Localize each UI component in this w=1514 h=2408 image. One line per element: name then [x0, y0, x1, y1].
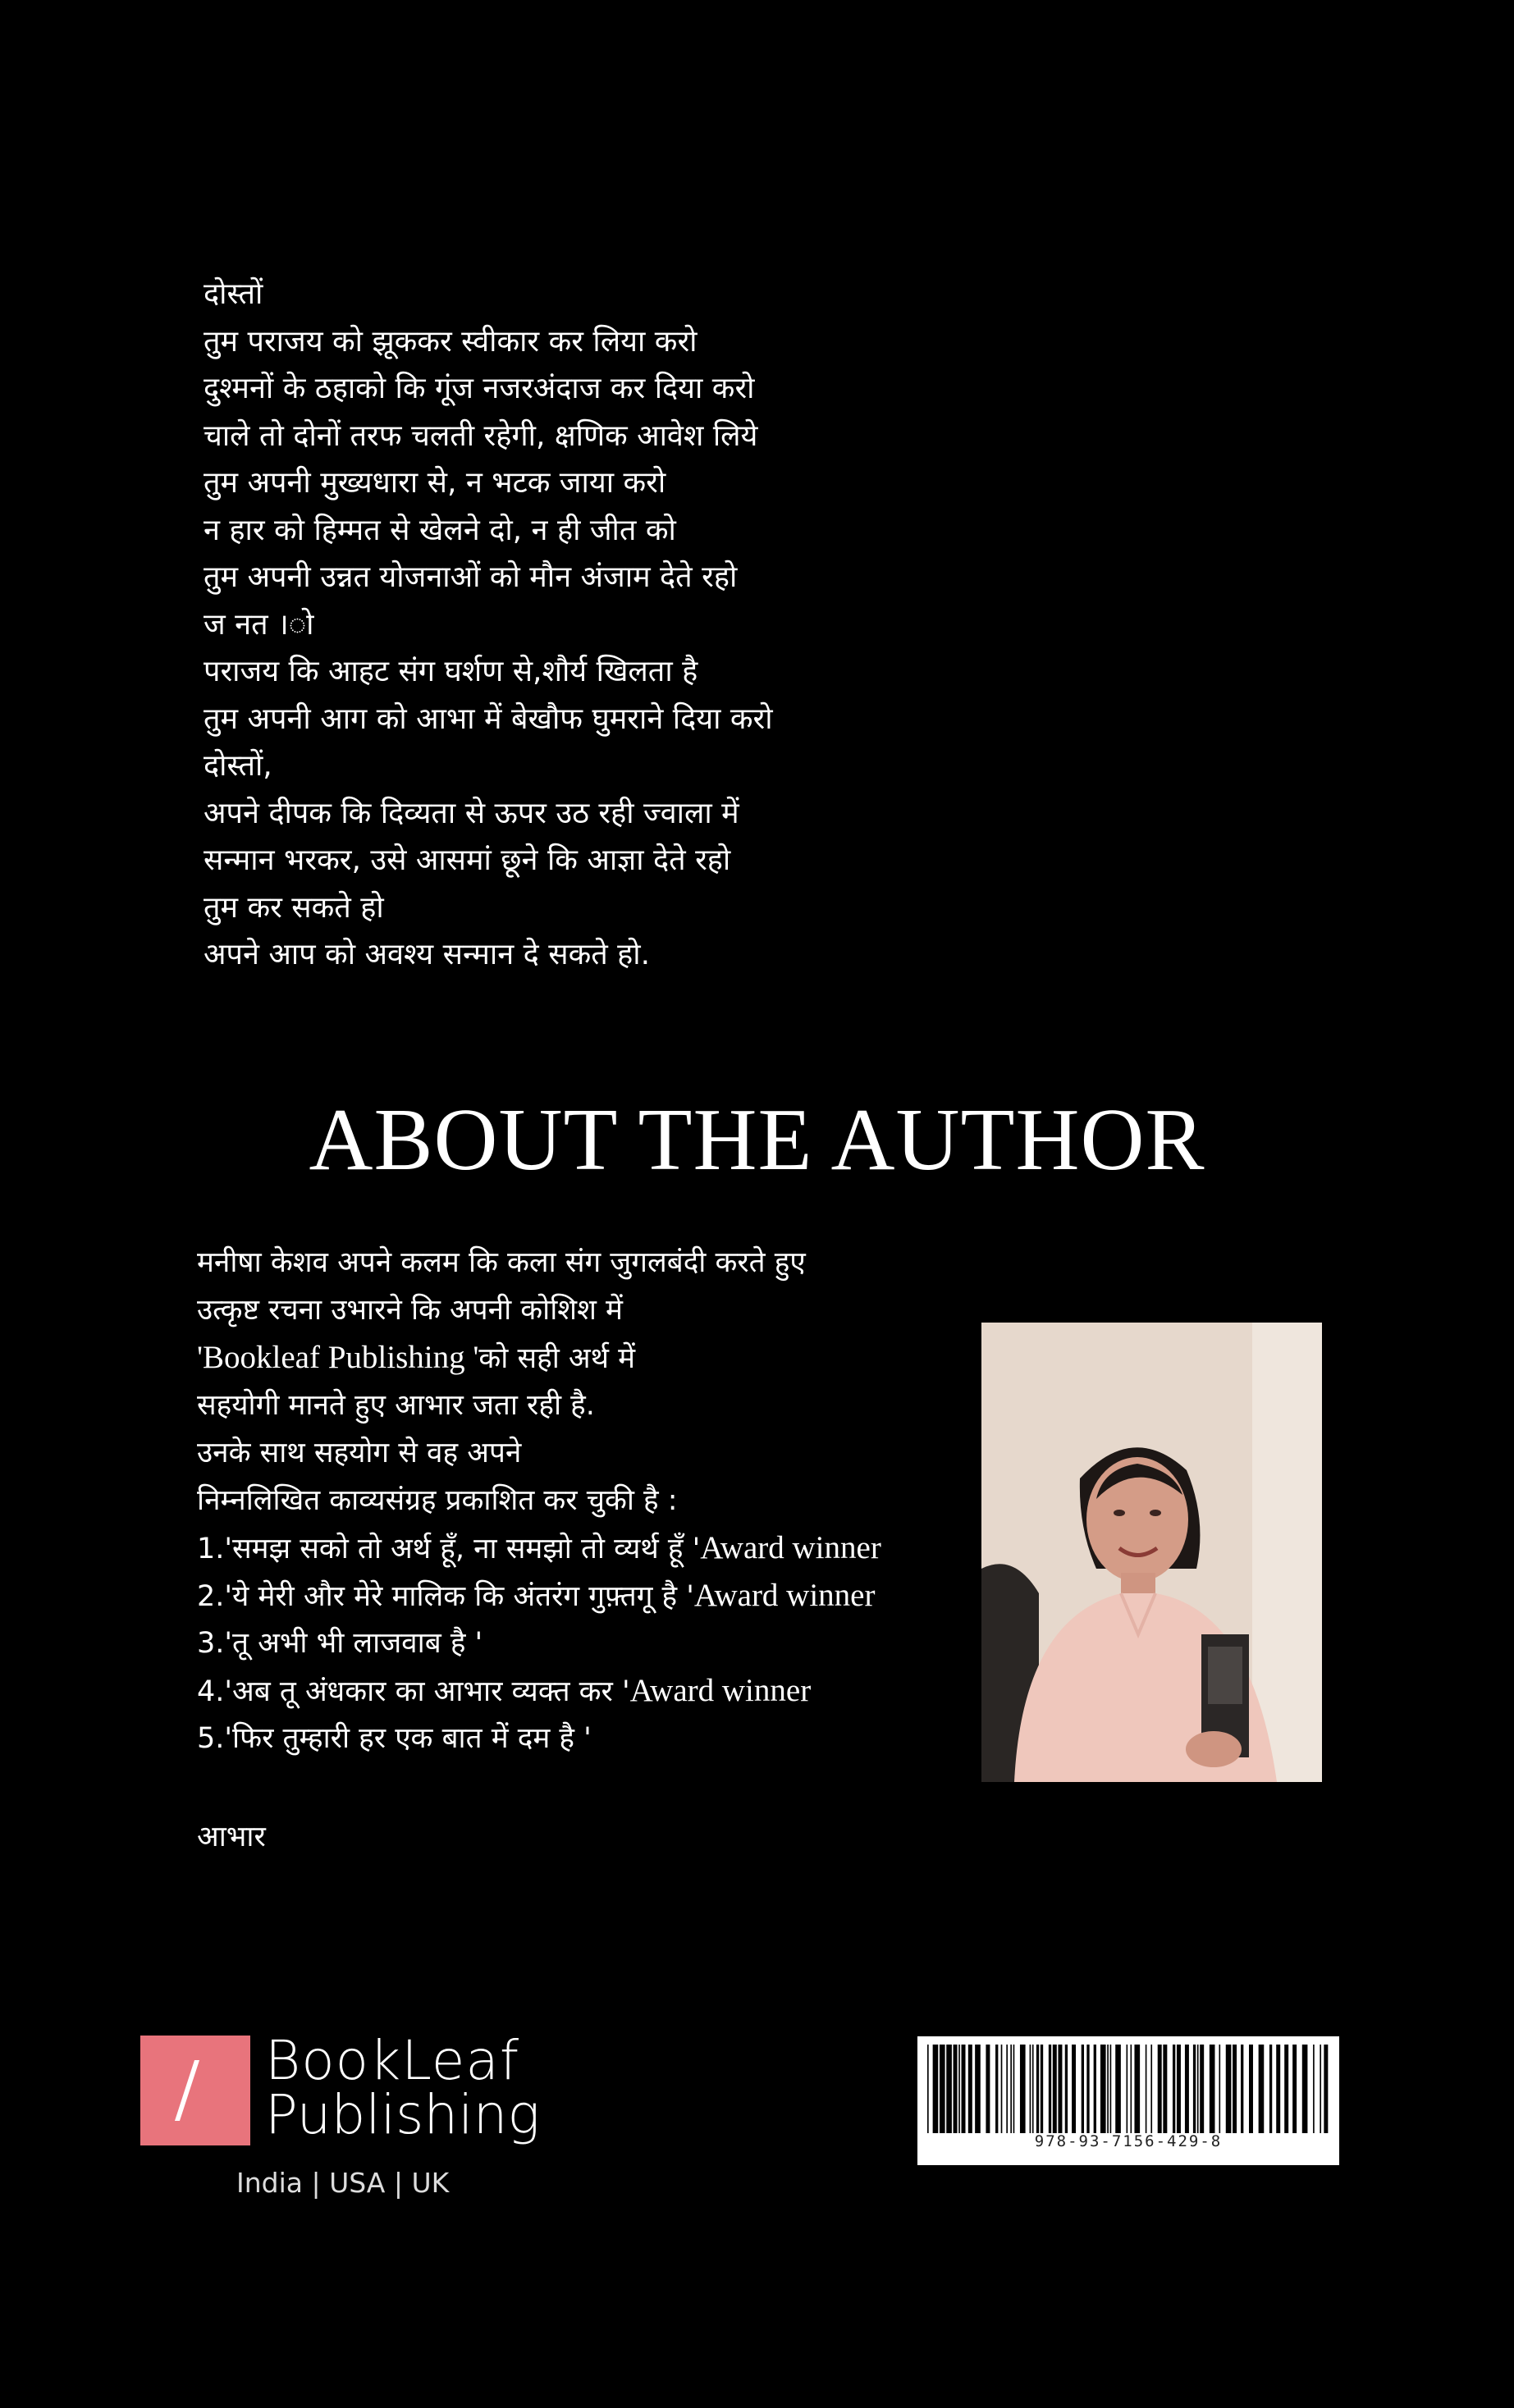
bio-line [197, 1620, 935, 1667]
bio-line-text: निम्नलिखित काव्यसंग्रह प्रकाशित कर चुकी है : [197, 1484, 678, 1517]
poem-line: तुम कर सकते हो [204, 890, 384, 925]
barcode-bar [1053, 2045, 1057, 2133]
barcode-bar [933, 2045, 939, 2133]
barcode-bar [954, 2045, 958, 2133]
barcode-bar [1197, 2045, 1199, 2133]
bio-line [197, 1477, 935, 1524]
barcode-bar [1284, 2045, 1288, 2133]
barcode-bar [1049, 2045, 1051, 2133]
bio-line [197, 1429, 935, 1477]
bio-line-text: उनके साथ सहयोग से वह अपने [197, 1437, 522, 1469]
poem-line: अपने आप को अवश्य सन्मान दे सकते हो. [204, 938, 651, 971]
bio-line-text: 2.'ये मेरी और मेरे मालिक कि अंतरंग गुफ़्तगू है ' [197, 1580, 694, 1613]
bio-line-latin: Award winner [693, 1578, 876, 1613]
poem-line: सन्मान भरकर, उसे आसमां छूने कि आज्ञा देते रहो [204, 843, 731, 877]
author-photo [981, 1323, 1322, 1782]
bio-line-text: सहयोगी मानते हुए आभार जता रही है. [197, 1389, 595, 1422]
barcode-bar [1158, 2045, 1162, 2133]
bio-line [197, 1524, 935, 1572]
poem-line: तुम अपनी आग को आभा में बेखौफ घुमराने दिया करो [204, 701, 773, 736]
barcode-bar [1072, 2045, 1076, 2133]
publisher-regions: India | USA | UK [236, 2167, 450, 2199]
bio-line-latin: 'Bookleaf Publishing ' [197, 1340, 479, 1375]
barcode-bar [1006, 2045, 1008, 2133]
barcode-bar [1010, 2045, 1012, 2133]
bookleaf-logo [140, 2029, 551, 2200]
bio-line-text: 5.'फिर तुम्हारी हर एक बात में दम है ' [197, 1722, 592, 1755]
barcode-bar [1200, 2045, 1204, 2133]
barcode-bar [1041, 2045, 1043, 2133]
barcode-bar [1249, 2045, 1253, 2133]
bio-line-text: को सही अर्थ में [478, 1342, 636, 1375]
logo-text-line2: Publishing [265, 2083, 541, 2146]
poem-line: अपने दीपक कि दिव्यता से ऊपर उठ रही ज्वाला में [204, 796, 739, 830]
barcode-bar [927, 2045, 929, 2133]
logo-slash-icon [175, 2060, 199, 2121]
bio-line-text: 3.'तू अभी भी लाजवाब है ' [197, 1627, 483, 1660]
closing-text: आभार [197, 1821, 266, 1853]
barcode-bar [1001, 2045, 1003, 2133]
barcode-bar [1115, 2045, 1121, 2133]
about-heading: ABOUT THE AUTHOR [309, 1091, 1205, 1189]
barcode-bar [1082, 2045, 1084, 2133]
author-portrait-illustration [981, 1323, 1322, 1782]
barcode-bar [1127, 2045, 1128, 2133]
barcode-bar [1032, 2045, 1034, 2133]
barcode-bar [958, 2045, 960, 2133]
poem-line: ज नत ।ो [204, 607, 314, 642]
poem-line: न हार को हिम्मत से खेलने दो, न ही जीत को [204, 513, 676, 547]
barcode-bar [1210, 2045, 1215, 2133]
barcode-bar [1320, 2045, 1321, 2133]
poem-line: पराजय कि आहट संग घर्शण से,शौर्य खिलता है [204, 655, 698, 688]
barcode-bar [1094, 2045, 1096, 2133]
barcode-bar [1065, 2045, 1068, 2133]
isbn-number: 978-93-7156-429-8 [1034, 2132, 1223, 2150]
barcode-bar [1107, 2045, 1109, 2133]
bio-line-text: मनीषा केशव अपने कलम कि कला संग जुगलबंदी करते हुए [197, 1246, 806, 1279]
barcode-bar [1233, 2045, 1237, 2133]
bio-line-latin: Award winner [629, 1673, 812, 1708]
barcode-bar [1150, 2045, 1152, 2133]
barcode-bar [986, 2045, 990, 2133]
barcode-bar [946, 2045, 952, 2133]
barcode-bar [975, 2045, 981, 2133]
barcode-bar [1219, 2045, 1220, 2133]
bio-line-text: उत्कृष्ट रचना उभारने कि अपनी कोशिश में [197, 1294, 623, 1327]
poem-line: दुश्मनों के ठहाको कि गूंज नजरअंदाज कर दिया करो [204, 372, 755, 405]
barcode-bar [1276, 2045, 1280, 2133]
barcode-bar [1146, 2045, 1147, 2133]
barcode-bar [1269, 2045, 1272, 2133]
barcode-bar [1100, 2045, 1106, 2133]
barcode-bar [1302, 2045, 1308, 2133]
barcode-bar [1241, 2045, 1243, 2133]
barcode-bar [1324, 2045, 1328, 2133]
bio-line-latin: Award winner [700, 1530, 881, 1565]
logo-mark [140, 2036, 250, 2145]
barcode-bar [1036, 2045, 1039, 2133]
barcode-bar [940, 2045, 945, 2133]
bio-line [197, 1239, 935, 1286]
bio-line [197, 1667, 935, 1715]
barcode-bar [962, 2045, 966, 2133]
barcode-bar [1185, 2045, 1189, 2133]
bio-line-text: 1.'समझ सको तो अर्थ हूँ, ना समझो तो व्यर्थ हूँ ' [197, 1533, 701, 1565]
barcode-bars [927, 2045, 1329, 2133]
poem-line: दोस्तों, [204, 749, 272, 783]
barcode-bar [1163, 2045, 1167, 2133]
poem-line: दोस्तों [204, 277, 263, 311]
poem [204, 271, 942, 979]
bio-line [197, 1334, 935, 1382]
barcode-bar [1226, 2045, 1232, 2133]
barcode-bar [1177, 2045, 1181, 2133]
barcode-bar [1020, 2045, 1026, 2133]
poem-line: तुम पराजय को झूककर स्वीकार कर लिया करो [204, 324, 698, 359]
bio-line-text: 4.'अब तू अंधकार का आभार व्यक्त कर ' [197, 1675, 630, 1708]
bio-line [197, 1715, 935, 1762]
poem-line: चाले तो दोनों तरफ चलती रहेगी, क्षणिक आवेश लिये [204, 418, 758, 453]
barcode-bar [1173, 2045, 1175, 2133]
bio-line [197, 1572, 935, 1620]
logo-text-line1: BookLeaf [265, 2029, 520, 2092]
barcode-bar [1110, 2045, 1112, 2133]
barcode-bar [1086, 2045, 1089, 2133]
poem-line: तुम अपनी मुख्यधारा से, न भटक जाया करो [204, 466, 666, 500]
barcode-bar [1030, 2045, 1031, 2133]
bio-line [197, 1382, 935, 1429]
barcode-bar [1313, 2045, 1315, 2133]
barcode-bar [1013, 2045, 1015, 2133]
poem-line: तुम अपनी उन्नत योजनाओं को मौन अंजाम देते रहो [204, 560, 738, 594]
bio-line [197, 1286, 935, 1334]
barcode-bar [995, 2045, 998, 2133]
barcode-bar [1193, 2045, 1196, 2133]
barcode-bar [1292, 2045, 1297, 2133]
barcode-bar [1134, 2045, 1140, 2133]
barcode-bar [1259, 2045, 1265, 2133]
isbn-barcode [917, 2036, 1339, 2165]
barcode-bar [1058, 2045, 1062, 2133]
barcode-bar [1130, 2045, 1132, 2133]
author-bio [197, 1239, 935, 1762]
barcode-bar [968, 2045, 972, 2133]
